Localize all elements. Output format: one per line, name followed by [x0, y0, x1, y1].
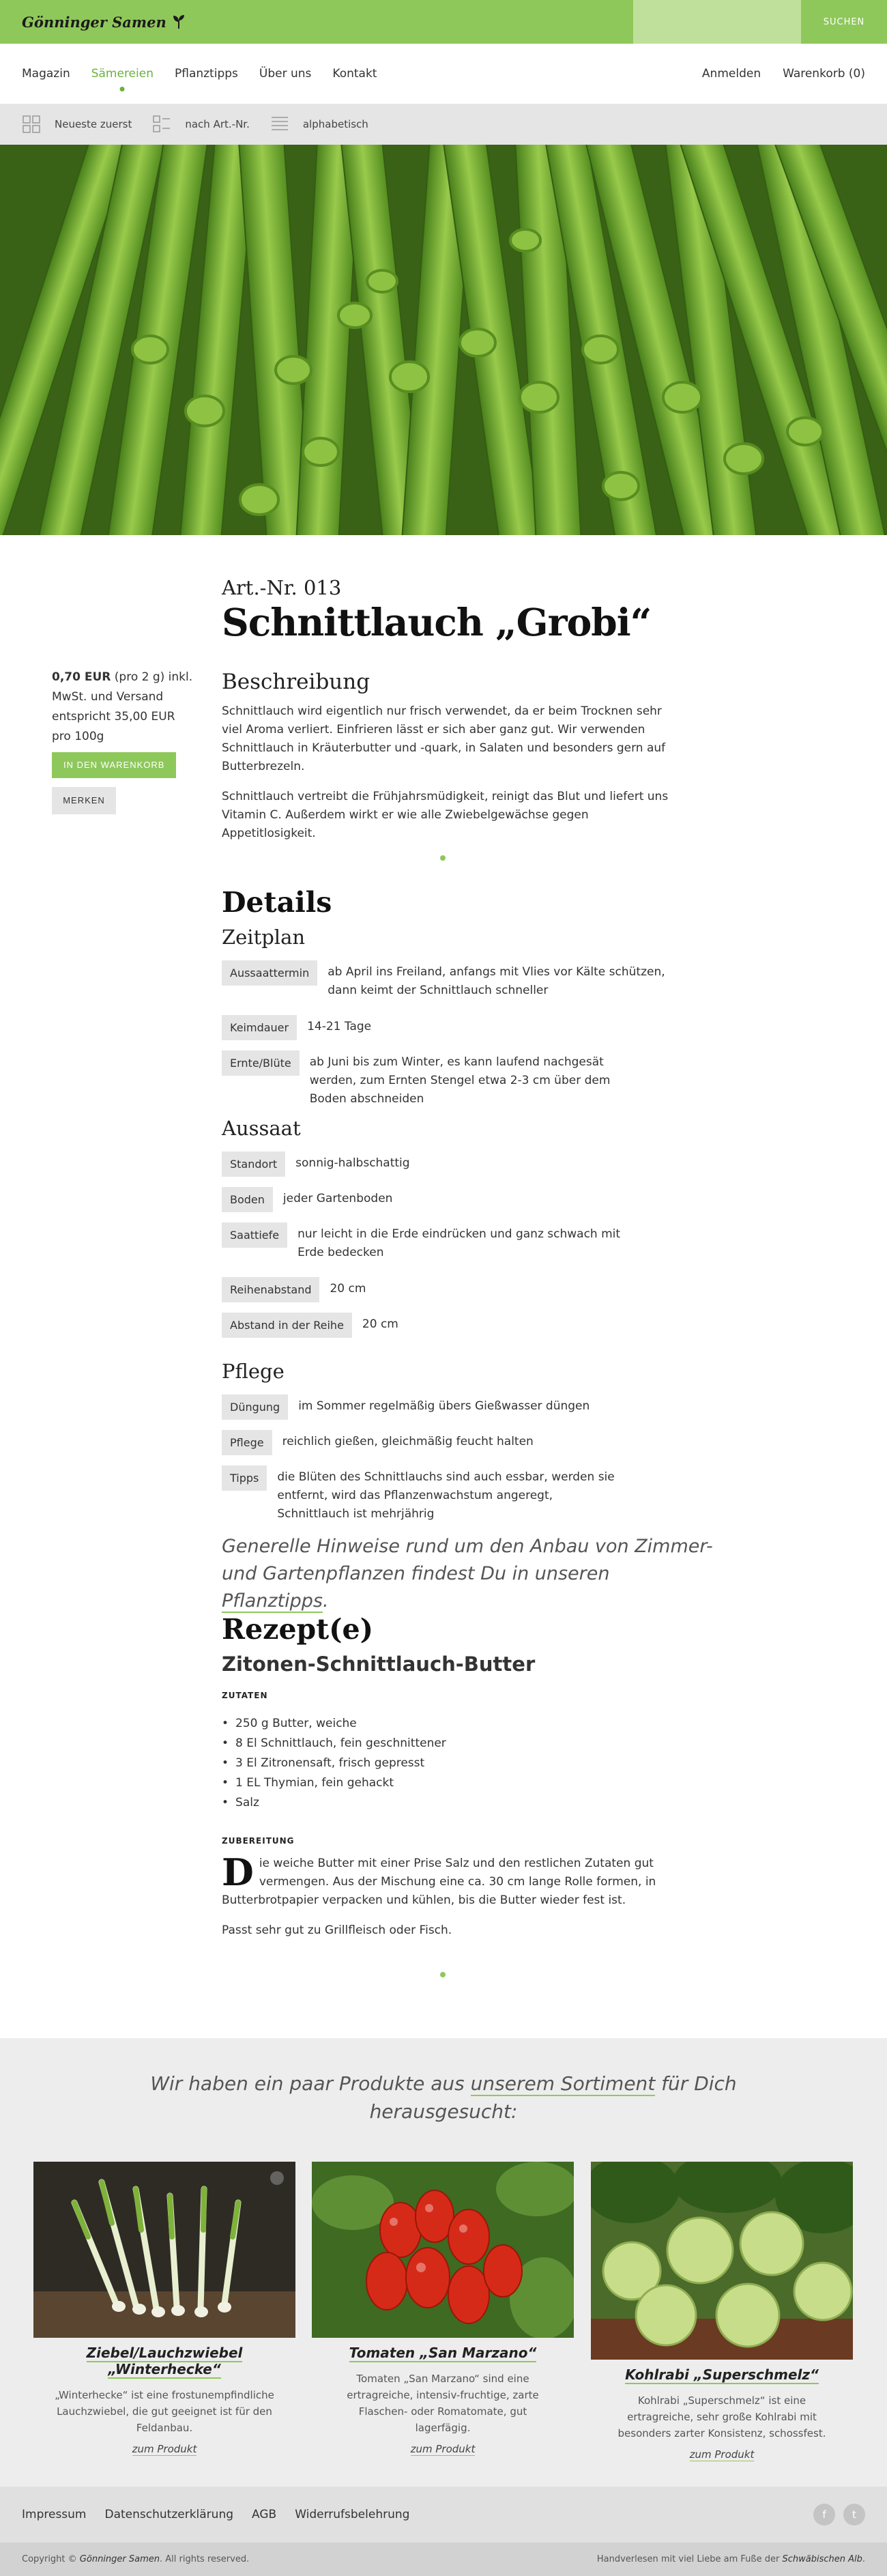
grid-icon — [22, 115, 41, 134]
preparation-label: ZUBEREITUNG — [222, 1836, 295, 1846]
growing-hint — [222, 1533, 713, 1615]
top-bar — [0, 0, 887, 44]
sort-newest-label: Neueste zuerst — [55, 118, 132, 130]
product-link[interactable]: zum Produkt — [410, 2443, 476, 2455]
product-description: Tomaten „San Marzano“ sind eine ertragreiche, intensiv-fruchtige, zarte Flaschen- oder Romatomate, gut lagerfägig. — [347, 2373, 539, 2434]
cart-link[interactable]: Warenkorb (0) — [783, 67, 865, 81]
price-value: 0,70 EUR — [52, 670, 111, 684]
detail-value: 20 cm — [362, 1317, 398, 1331]
footer-link-widerruf[interactable]: Widerrufsbelehrung — [295, 2508, 410, 2521]
description-section — [222, 670, 679, 843]
detail-row — [222, 1394, 590, 1420]
detail-label: Keimdauer — [222, 1015, 297, 1040]
pflanztipps-link[interactable]: Pflanztipps — [222, 1590, 323, 1612]
detail-row — [222, 1050, 651, 1108]
detail-label: Boden — [222, 1187, 273, 1212]
products-heading — [136, 2070, 751, 2126]
sort-artnr-label: nach Art.-Nr. — [185, 118, 250, 130]
preparation-tip: Passt sehr gut zu Grillfleisch oder Fisch. — [222, 1923, 452, 1937]
search-button[interactable]: SUCHEN — [801, 0, 887, 44]
made-text — [597, 2554, 865, 2564]
facebook-icon[interactable]: f — [813, 2504, 835, 2525]
ingredient-item: • 3 El Zitronensaft, frisch gepresst — [222, 1754, 446, 1773]
search-input[interactable] — [633, 0, 801, 44]
detail-value: reichlich gießen, gleichmäßig feucht halten — [282, 1435, 534, 1448]
ingredient-item: • Salz — [222, 1793, 446, 1813]
detail-row — [222, 1015, 371, 1040]
product-title[interactable] — [312, 2345, 574, 2361]
detail-row — [222, 1313, 398, 1338]
seedling-icon — [171, 14, 187, 30]
preparation-section — [222, 1850, 679, 1940]
product-main — [0, 535, 887, 2038]
ingredient-item: • 1 EL Thymian, fein gehackt — [222, 1773, 446, 1793]
copyright-text — [22, 2554, 249, 2564]
detail-row — [222, 1277, 366, 1302]
detail-row — [222, 1187, 392, 1212]
social-links — [813, 2504, 865, 2525]
detail-row — [222, 1430, 534, 1455]
nav-item-pflanztipps[interactable]: Pflanztipps — [174, 67, 238, 81]
product-card[interactable] — [312, 2162, 574, 2456]
copyright-brand: Gönninger Samen — [79, 2554, 160, 2564]
footer — [0, 2487, 887, 2543]
made-end: . — [862, 2554, 865, 2564]
sort-newest[interactable] — [22, 115, 132, 134]
sort-bar — [0, 104, 887, 145]
nav-item-saemereien[interactable]: Sämereien — [91, 67, 154, 81]
kohlrabi-photo — [591, 2162, 853, 2360]
product-image[interactable] — [312, 2162, 574, 2338]
ingredients-list — [222, 1714, 446, 1813]
price-box — [52, 668, 195, 814]
footer-link-agb[interactable]: AGB — [252, 2508, 277, 2521]
detail-value: im Sommer regelmäßig übers Gießwasser düngen — [298, 1399, 590, 1413]
logo[interactable] — [22, 14, 187, 31]
detail-label: Reihenabstand — [222, 1277, 319, 1302]
detail-row — [222, 960, 669, 1000]
sort-alpha[interactable] — [270, 115, 368, 134]
product-title-text: Tomaten „San Marzano“ — [349, 2345, 537, 2361]
price-details: (pro 2 g) inkl. MwSt. und Versand entspricht 35,00 EUR pro 100g — [52, 670, 193, 743]
nav-list — [22, 67, 377, 81]
detail-label: Tipps — [222, 1465, 267, 1491]
copyright-start: Copyright © — [22, 2554, 80, 2564]
product-description: „Winterhecke“ ist eine frostunempfindliche Lauchzwiebel, die gut geeignet ist für den Feldanbau. — [55, 2389, 274, 2434]
separator-dot — [440, 855, 446, 861]
detail-row — [222, 1465, 618, 1523]
detail-label: Standort — [222, 1151, 285, 1177]
product-image[interactable] — [33, 2162, 295, 2338]
ingredient-item: • 250 g Butter, weiche — [222, 1714, 446, 1734]
detail-value: die Blüten des Schnittlauchs sind auch essbar, werden sie entfernt, wird das Pflanzenwachstum angeregt, Schnittlauch ist mehrjährig — [277, 1470, 615, 1521]
spring-onion-photo — [33, 2162, 295, 2338]
list-icon — [270, 115, 289, 134]
description-p2: Schnittlauch vertreibt die Frühjahrsmüdigkeit, reinigt das Blut und liefert uns Vitamin C. Außerdem wirkt er wie alle Zwiebelgewächse gegen Appetitlosigkeit. — [222, 790, 669, 840]
product-title-text: Kohlrabi „Superschmelz“ — [625, 2366, 819, 2383]
nav-user — [702, 67, 865, 81]
logo-text: Gönninger Samen — [22, 13, 166, 31]
preparation-body: ie weiche Butter mit einer Prise Salz und den restlichen Zutaten gut vermengen. Aus der Mischung eine ca. 30 cm lange Rolle formen, in Butterbrotpapier verpacken und kühlen, bis die Butter wieder fest ist. — [222, 1857, 656, 1907]
tomato-photo — [312, 2162, 574, 2338]
sort-alpha-label: alphabetisch — [302, 118, 368, 130]
detail-label: Ernte/Blüte — [222, 1050, 300, 1076]
product-card[interactable] — [591, 2162, 853, 2461]
hint-end: . — [323, 1590, 329, 1612]
detail-label: Abstand in der Reihe — [222, 1313, 352, 1338]
ingredients-label: ZUTATEN — [222, 1691, 268, 1700]
ingredient-item: • 8 El Schnittlauch, fein geschnittener — [222, 1734, 446, 1754]
footer-links — [22, 2508, 409, 2521]
detail-label: Aussaattermin — [222, 960, 317, 986]
product-description: Kohlrabi „Superschmelz“ ist eine ertragreiche, sehr große Kohlrabi mit besonders zarter Konsistenz, schossfest. — [617, 2394, 826, 2439]
product-title[interactable] — [33, 2345, 295, 2377]
price-text — [52, 668, 195, 747]
details-heading: Details — [222, 886, 332, 919]
copyright-end: . All rights reserved. — [160, 2554, 250, 2564]
nav-item-kontakt[interactable]: Kontakt — [332, 67, 377, 81]
detail-value: 14-21 Tage — [307, 1020, 372, 1033]
detail-value: 20 cm — [330, 1282, 366, 1296]
separator-dot — [440, 1972, 446, 1977]
detail-row — [222, 1151, 410, 1177]
product-image[interactable] — [591, 2162, 853, 2360]
description-p1: Schnittlauch wird eigentlich nur frisch verwendet, da er beim Trocknen sehr viel Aroma verliert. Einfrieren lässt er sich aber ganz gut. Wir verwenden Schnittlauch in Kräuterbutter und -quark, in Salaten und besonders gern auf Butterbrezeln. — [222, 704, 666, 773]
detail-value: jeder Gartenboden — [282, 1192, 393, 1205]
product-title[interactable] — [591, 2366, 853, 2383]
footer-link-impressum[interactable]: Impressum — [22, 2508, 87, 2521]
detail-label: Pflege — [222, 1430, 272, 1455]
product-title: Schnittlauch „Grobi“ — [222, 600, 652, 644]
zeitplan-heading: Zeitplan — [222, 926, 306, 949]
product-card[interactable] — [33, 2162, 295, 2456]
nav-item-magazin[interactable]: Magazin — [22, 67, 70, 81]
twitter-icon[interactable]: t — [843, 2504, 865, 2525]
recipe-heading: Rezept(e) — [222, 1613, 374, 1646]
add-to-cart-button[interactable]: IN DEN WARENKORB — [52, 752, 176, 778]
detail-row — [222, 1222, 639, 1262]
made-place: Schwäbischen Alb — [782, 2554, 862, 2564]
detail-value: sonnig-halbschattig — [295, 1156, 410, 1170]
sortiment-link[interactable]: unserem Sortiment — [470, 2072, 656, 2095]
detail-value: ab Juni bis zum Winter, es kann laufend nachgesät werden, zum Ernten Stengel etwa 2-3 cm über dem Boden abschneiden — [309, 1055, 611, 1106]
made-start: Handverlesen mit viel Liebe am Fuße der — [596, 2554, 783, 2564]
sort-artnr[interactable] — [152, 115, 250, 134]
chives-photo — [0, 145, 887, 535]
product-title-text: Ziebel/Lauchzwiebel „Winterhecke“ — [86, 2345, 243, 2377]
list-grid-icon — [152, 115, 171, 134]
nav-item-ueber-uns[interactable]: Über uns — [259, 67, 312, 81]
login-link[interactable]: Anmelden — [701, 67, 761, 81]
detail-label: Düngung — [222, 1394, 288, 1420]
footer-link-datenschutz[interactable]: Datenschutzerklärung — [104, 2508, 234, 2521]
product-link[interactable]: zum Produkt — [132, 2443, 197, 2455]
dropcap: D — [222, 1850, 254, 1894]
detail-value: ab April ins Freiland, anfangs mit Vlies vor Kälte schützen, dann keimt der Schnittlauch schneller — [328, 965, 665, 997]
aussaat-heading: Aussaat — [222, 1117, 301, 1140]
products-heading-end: für Dich herausgesucht: — [369, 2072, 737, 2123]
remember-button[interactable]: MERKEN — [52, 787, 116, 814]
products-heading-start: Wir haben ein paar Produkte aus — [150, 2072, 471, 2095]
copyright-bar — [0, 2543, 887, 2576]
recipe-name: Zitonen-Schnittlauch-Butter — [222, 1652, 536, 1676]
hero-image — [0, 145, 887, 535]
article-number: Art.-Nr. 013 — [222, 576, 342, 599]
product-link[interactable]: zum Produkt — [689, 2448, 755, 2461]
recommended-products — [0, 2038, 887, 2487]
main-nav — [0, 44, 887, 104]
pflege-heading: Pflege — [222, 1360, 285, 1383]
preparation-text — [222, 1850, 679, 1910]
description-heading: Beschreibung — [222, 670, 370, 694]
detail-value: nur leicht in die Erde eindrücken und ganz schwach mit Erde bedecken — [297, 1227, 621, 1259]
hint-text: Generelle Hinweise rund um den Anbau von Zimmer- und Gartenpflanzen findest Du in unseren — [222, 1536, 713, 1584]
detail-label: Saattiefe — [222, 1222, 287, 1248]
